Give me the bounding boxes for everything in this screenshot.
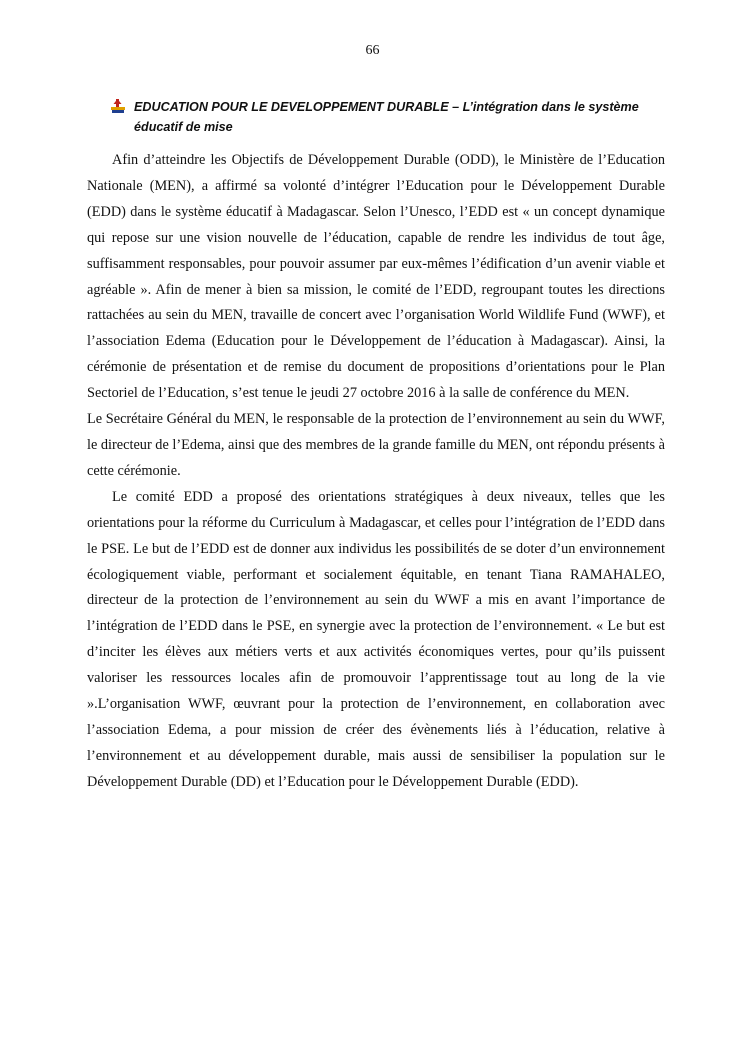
paragraph-1-part-a: Afin d’atteindre les Objectifs de Développement Durable (ODD), le Ministère de l’Education Nationale (MEN), a affirmé sa volonté d’intégrer l’Education pour le Développement Durable (EDD) dans le système éducatif à Madagascar. Selon l’Unesco, l’EDD est « un concept dynamique qui repose sur une vision nouvelle de l’éducation, capable de rendre les individus de tout âge, suffisamment responsables, pour pouvoir assumer par eux-mêmes l’édification d’un avenir viable et agréable ». Afin de mener à bien sa mission, le comité de l’EDD, regroupant toutes les directions rattachées au sein du MEN, travaille de concert avec l’organisation World Wildlife Fund (WWF), et l’association Edema (Education pour le Développement de l’éducation à Madagascar). Ainsi, la cérémonie de présentation et de remise du document de propositions d’orientations pour le Plan Sectoriel de l’Education, s’est tenue le jeudi 27 octobre 2016 à la salle de conférence du MEN. [87, 152, 665, 402]
body-text [87, 148, 665, 796]
section-heading [111, 97, 656, 137]
section-heading-text: EDUCATION POUR LE DEVELOPPEMENT DURABLE – L’intégration dans le système éducatif de mise [134, 100, 639, 134]
paragraph-1-continuation [87, 407, 665, 485]
paragraph-2 [87, 485, 665, 796]
page-number: 66 [365, 43, 380, 58]
paragraph-2-text: Le comité EDD a proposé des orientations stratégiques à deux niveaux, telles que les orientations pour la réforme du Curriculum à Madagascar, et celles pour l’intégration de l’EDD dans le PSE. Le but de l’EDD est de donner aux individus les possibilités de se doter d’un environnement écologiquement viable, performant et socialement équitable, en tenant Tiana RAMAHALEO, directeur de la protection de l’environnement au sein du WWF a mis en avant l’importance de l’intégration de l’EDD dans le PSE, en synergie avec la protection de l’environnement. « Le but est d’inciter les élèves aux métiers verts et aux activités économiques vertes, pour qu’ils puissent valoriser les ressources locales afin de promouvoir l’apprentissage tout au long de la vie ».L’organisation WWF, œuvrant pour la protection de l’environnement, en collaboration avec l’association Edema, a pour mission de créer des évènements liés à l’éducation, relative à l’environnement et au développement durable, mais aussi de sensibiliser la population sur le Développement Durable (DD) et l’Education pour le Développement Durable (EDD). [87, 488, 665, 790]
paragraph-1-part-b: Le Secrétaire Général du MEN, le responsable de la protection de l’environnement au sein du WWF, le directeur de l’Edema, ainsi que des membres de la grande famille du MEN, ont répondu présents à cette cérémonie. [87, 411, 665, 479]
arrow-bullet-icon [111, 99, 125, 113]
paragraph-1 [87, 148, 665, 407]
